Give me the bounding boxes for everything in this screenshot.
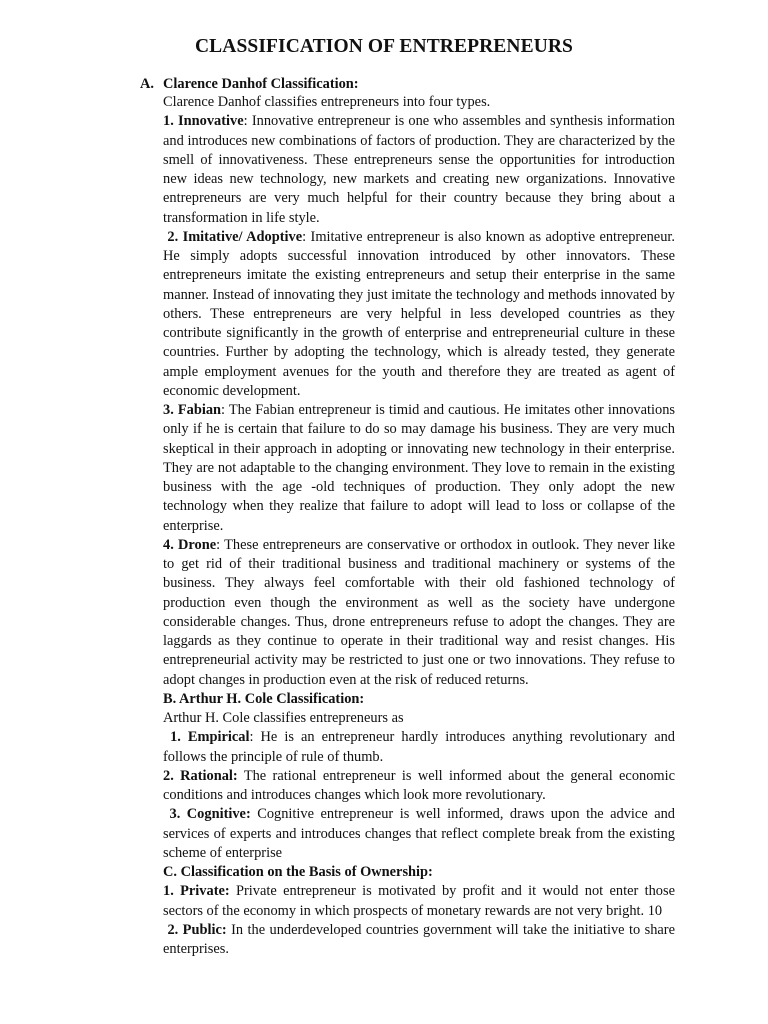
item-label: 3. Cognitive: (169, 806, 251, 823)
item-label: 1. Innovative (163, 113, 244, 130)
item-text: In the underdeveloped countries government will take the initiative to share enterprises. (163, 921, 675, 957)
danhof-item-innovative: 1. Innovative: Innovative entrepreneur is one who assembles and synthesis information and introduces new combinations of factors of production. They are characterized by the smell of innovativeness. These entrepreneurs sense the opportunities for introduction new ideas new technology, new markets and creating new organizations. Innovative entrepreneurs are very much helpful for their country because they bring about a transformation in life style. (163, 113, 675, 226)
item-text: The rational entrepreneur is well informed about the general economic conditions and introduces changes which look more revolutionary. (163, 767, 675, 803)
section-a-intro: Clarence Danhof classifies entrepreneurs into four types. (163, 94, 491, 110)
cole-item-cognitive (163, 805, 675, 863)
item-label: 1. Empirical (170, 729, 250, 746)
cole-item-empirical: 1. Empirical: He is an entrepreneur hardly introduces anything revolutionary and follows the principle of rule of thumb. (163, 729, 675, 765)
section-a-letter: A. (140, 76, 154, 92)
item-label: 2. Public: (167, 921, 227, 938)
ownership-item-public (163, 921, 675, 960)
item-label: 2. Imitative/ Adoptive (167, 228, 303, 245)
item-label: 2. Rational: (163, 767, 238, 784)
section-a-heading (140, 76, 359, 93)
item-text: He is an entrepreneur hardly introduces anything revolutionary and follows the principle of rule of thumb. (163, 729, 675, 765)
cole-item-rational (163, 767, 675, 806)
danhof-item-fabian: 3. Fabian: The Fabian entrepreneur is timid and cautious. He imitates other innovations only if he is certain that failure to do so may damage his business. They are very much skeptical in their approach in adopting or innovating new technology in their enterprise. They are not adaptable to the changing environment. They love to remain in the existing business with the age -old techniques of production. They only adopt the new technology when they realize that failure to adopt will lead to loss or collapse of the enterprise. (163, 402, 675, 534)
item-text: The Fabian entrepreneur is timid and cautious. He imitates other innovations only if he is certain that failure to do so may damage his business. They are very much skeptical in their approach in adopting or innovating new technology in their enterprise. They are not adaptable to the changing environment. They love to remain in the existing business with the age -old techniques of production. They only adopt the new technology when they realize that failure to adopt will lead to loss or collapse of the enterprise. (163, 402, 675, 534)
ownership-item-private (163, 882, 675, 921)
section-c-heading: C. Classification on the Basis of Ownership: (163, 864, 433, 880)
item-label: 1. Private: (163, 883, 230, 900)
item-text: These entrepreneurs are conservative or orthodox in outlook. They never like to get rid of their traditional business and traditional machinery or systems of the business. They always feel comfortable with their old fashioned technology of production even though the environment as well as the society have undergone considerable changes. Thus, drone entrepreneurs refuse to adopt the changes. They are laggards as they continue to operate in their traditional way and resist changes. His entrepreneurial activity may be restricted to just one or two innovations. They refuse to adopt changes in production even at the risk of reduced returns. (163, 536, 675, 688)
document-body (163, 93, 675, 959)
section-b-intro: Arthur H. Cole classifies entrepreneurs as (163, 710, 404, 726)
item-text: Innovative entrepreneur is one who assembles and synthesis information and introduces new combinations of factors of production. They are characterized by the smell of innovativeness. These entrepreneurs sense the opportunities for introduction new ideas new technology, new markets and creating new organizations. Innovative entrepreneurs are very much helpful for their country because they bring about a transformation in life style. (163, 113, 675, 226)
danhof-item-drone: 4. Drone: These entrepreneurs are conservative or orthodox in outlook. They never like to get rid of their traditional business and traditional machinery or systems of the business. They always feel comfortable with their old fashioned technology of production even though the environment as well as the society have undergone considerable changes. Thus, drone entrepreneurs refuse to adopt the changes. They are laggards as they continue to operate in their traditional way and resist changes. His entrepreneurial activity may be restricted to just one or two innovations. They refuse to adopt changes in production even at the risk of reduced returns. (163, 536, 675, 688)
page-title: CLASSIFICATION OF ENTREPRENEURS (195, 36, 573, 57)
section-a-title: Clarence Danhof Classification: (163, 76, 359, 92)
item-text: Imitative entrepreneur is also known as adoptive entrepreneur. He simply adopts successful innovation introduced by other innovators. These entrepreneurs imitate the existing entrepreneurs and setup their enterprise in the same manner. Instead of innovating they just imitate the technology and methods innovated by others. These entrepreneurs are very helpful in less developed countries as they contribute significantly in the growth of enterprise and entrepreneurial culture in these countries. Further by adopting the technology, which is already tested, they generate ample employment avenues for the youth and therefore they are treated as agent of economic development. (163, 228, 675, 399)
item-label: 4. Drone (163, 536, 217, 553)
item-text: Private entrepreneur is motivated by profit and it would not enter those sectors of the economy in which prospects of monetary rewards are not very bright. 10 (163, 883, 675, 919)
item-label: 3. Fabian (163, 402, 222, 418)
item-text: Cognitive entrepreneur is well informed, draws upon the advice and services of experts and introduces changes that reflect complete break from the existing scheme of enterprise (163, 806, 675, 861)
danhof-item-imitative: 2. Imitative/ Adoptive: Imitative entrepreneur is also known as adoptive entrepreneur. He simply adopts successful innovation introduced by other innovators. These entrepreneurs imitate the existing entrepreneurs and setup their enterprise in the same manner. Instead of innovating they just imitate the technology and methods innovated by others. These entrepreneurs are very helpful in less developed countries as they contribute significantly in the growth of enterprise and entrepreneurial culture in these countries. Further by adopting the technology, which is already tested, they generate ample employment avenues for the youth and therefore they are treated as agent of economic development. (163, 228, 675, 399)
section-b-heading: B. Arthur H. Cole Classification: (163, 690, 365, 707)
